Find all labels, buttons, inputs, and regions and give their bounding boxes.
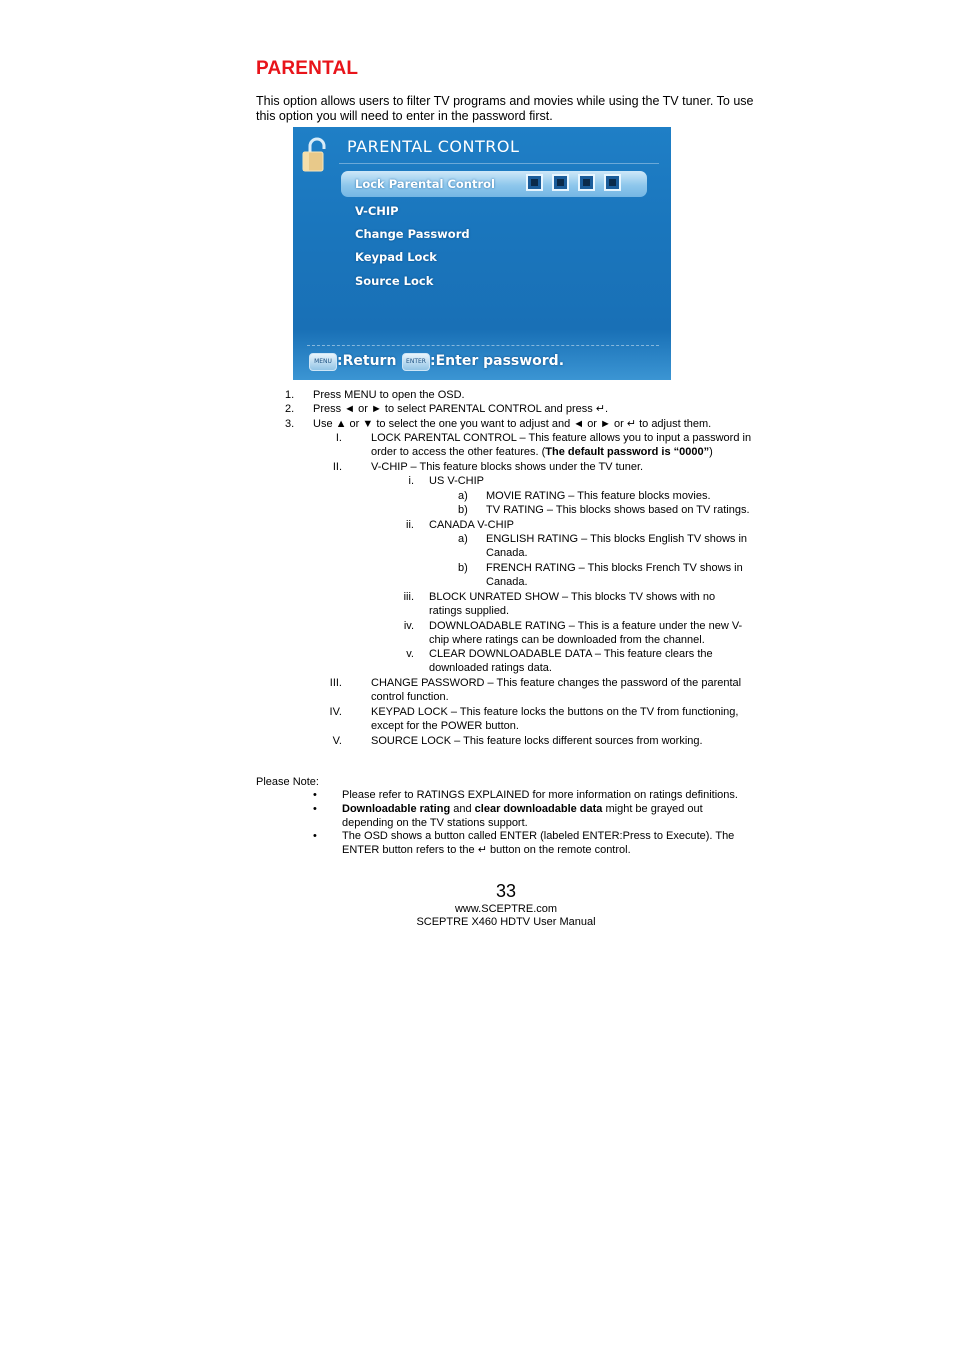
- sub-number: V.: [332, 735, 342, 747]
- step-text: Press ◄ or ► to select PARENTAL CONTROL and press ↵.: [313, 403, 609, 415]
- enter-key-icon: ENTER: [402, 353, 430, 371]
- bullet: •: [313, 789, 317, 801]
- footer-website: www.SCEPTRE.com: [454, 903, 558, 915]
- subsub-number: iv.: [403, 620, 414, 632]
- sub-text: SOURCE LOCK – This feature locks different sources from working.: [371, 735, 703, 747]
- item-text: ENGLISH RATING – This blocks English TV shows in Canada.: [486, 533, 748, 559]
- subsub-text: CANADA V-CHIP: [429, 519, 514, 531]
- osd-footer-divider: [307, 345, 659, 346]
- menu-key-icon: MENU: [309, 353, 337, 371]
- osd-divider: [339, 163, 659, 164]
- osd-enter-label: :Enter password.: [430, 353, 565, 369]
- subsub-text: DOWNLOADABLE RATING – This is a feature under the new V-chip where ratings can be downloaded from the channel.: [429, 620, 743, 646]
- pin-box-1[interactable]: [526, 174, 543, 191]
- subsub-text: BLOCK UNRATED SHOW – This blocks TV shows with no ratings supplied.: [429, 591, 716, 617]
- subsub-number: iii.: [403, 591, 414, 603]
- page-heading: PARENTAL: [256, 58, 359, 79]
- intro-paragraph: This option allows users to filter TV programs and movies while using the TV tuner. To use this option you will need to enter in the password first.: [256, 94, 754, 123]
- sub-text: KEYPAD LOCK – This feature locks the buttons on the TV from functioning, except for the POWER button.: [371, 706, 739, 732]
- item-letter: a): [458, 490, 468, 502]
- sub-text: V-CHIP – This feature blocks shows under the TV tuner.: [371, 461, 644, 473]
- item-letter: b): [458, 504, 468, 516]
- note-label: Please Note:: [256, 776, 319, 788]
- subsub-text: US V-CHIP: [429, 475, 485, 487]
- osd-item-v-chip[interactable]: V-CHIP: [355, 204, 399, 218]
- note-item: Please refer to RATINGS EXPLAINED for more information on ratings definitions.: [342, 789, 738, 801]
- item-text: FRENCH RATING – This blocks French TV shows in Canada.: [486, 562, 743, 588]
- item-letter: b): [458, 562, 468, 574]
- osd-title: PARENTAL CONTROL: [347, 137, 520, 156]
- note-item: Downloadable rating and clear downloadable data might be grayed out depending on the TV stations support.: [342, 803, 703, 829]
- bullet: •: [313, 803, 317, 815]
- padlock-icon: [301, 137, 329, 173]
- step-number: 2.: [285, 403, 295, 415]
- osd-item-lock-parental-control[interactable]: Lock Parental Control: [355, 177, 495, 191]
- pin-box-3[interactable]: [578, 174, 595, 191]
- step-number: 3.: [285, 418, 295, 430]
- note-item: The OSD shows a button called ENTER (labeled ENTER:Press to Execute). The ENTER button refers to the ↵ button on the remote control.: [342, 830, 735, 856]
- subsub-number: ii.: [406, 519, 414, 531]
- step-text: Press MENU to open the OSD.: [313, 389, 465, 401]
- pin-box-2[interactable]: [552, 174, 569, 191]
- subsub-number: v.: [406, 648, 414, 660]
- item-text: TV RATING – This blocks shows based on TV ratings.: [486, 504, 750, 516]
- sub-number: III.: [329, 677, 342, 689]
- footer-manual-title: SCEPTRE X460 HDTV User Manual: [416, 916, 596, 928]
- sub-text: LOCK PARENTAL CONTROL – This feature allows you to input a password in order to access the other features. (The default password is “0000”): [371, 432, 752, 458]
- osd-item-change-password[interactable]: Change Password: [355, 227, 470, 241]
- subsub-number: i.: [408, 475, 414, 487]
- subsub-text: CLEAR DOWNLOADABLE DATA – This feature clears the downloaded ratings data.: [429, 648, 713, 674]
- page-number: 33: [495, 881, 517, 901]
- step-number: 1.: [285, 389, 295, 401]
- step-text: Use ▲ or ▼ to select the one you want to adjust and ◄ or ► or ↵ to adjust them.: [313, 418, 712, 430]
- sub-number: I.: [335, 432, 342, 444]
- bullet: •: [313, 830, 317, 842]
- item-text: MOVIE RATING – This feature blocks movies.: [486, 490, 711, 502]
- pin-box-4[interactable]: [604, 174, 621, 191]
- osd-item-source-lock[interactable]: Source Lock: [355, 274, 434, 288]
- parental-control-osd-screenshot: [293, 127, 671, 380]
- osd-return-label: :Return: [337, 353, 397, 369]
- item-letter: a): [458, 533, 468, 545]
- sub-number: IV.: [329, 706, 342, 718]
- sub-text: CHANGE PASSWORD – This feature changes the password of the parental control function.: [371, 677, 742, 703]
- sub-number: II.: [332, 461, 342, 473]
- osd-item-keypad-lock[interactable]: Keypad Lock: [355, 250, 437, 264]
